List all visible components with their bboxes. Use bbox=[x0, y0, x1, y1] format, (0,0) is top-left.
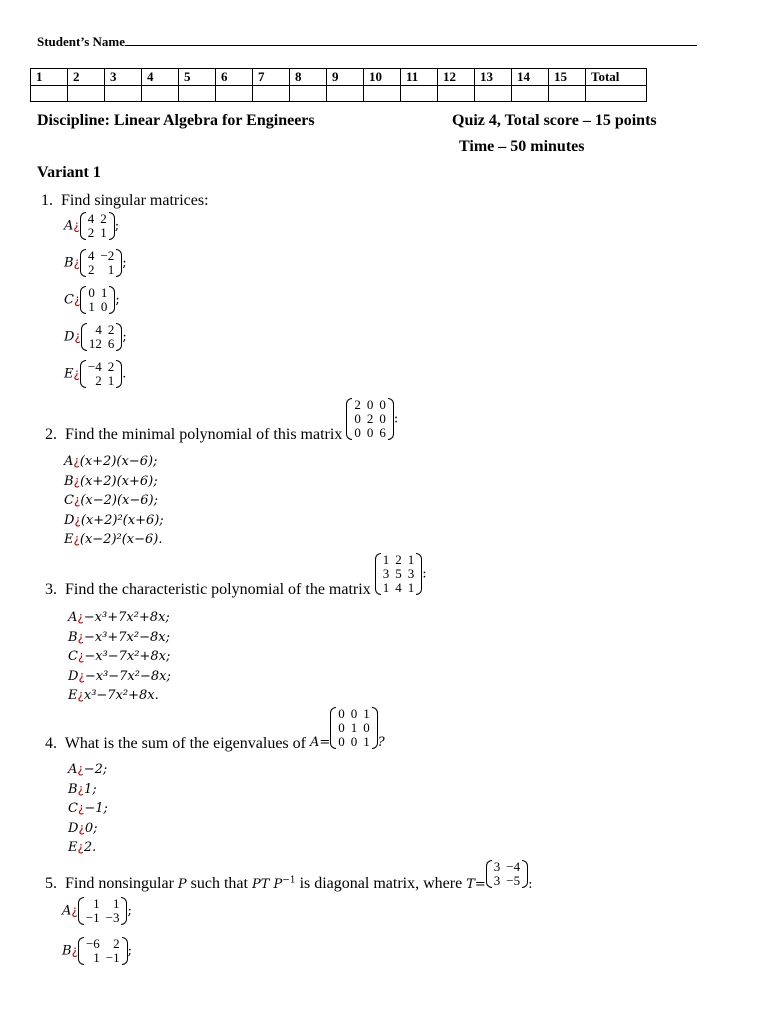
matrix-row bbox=[85, 286, 110, 300]
score-cell-8: 8 bbox=[290, 69, 327, 86]
matrix-cell: −1 bbox=[85, 910, 100, 925]
matrix-table bbox=[85, 360, 117, 388]
option-letter: D bbox=[64, 512, 75, 528]
matrix-table bbox=[351, 398, 389, 440]
q4-matrix bbox=[330, 707, 378, 749]
option-letter: A bbox=[68, 762, 78, 777]
question-5: 5. Find nonsingular $_P$ such that $_{PT P^{-1}}$ is diagonal matrix, where $_{T=}$ 3 −4 3 −5 $_:$ bbox=[45, 859, 533, 892]
invalid-char: ¿ bbox=[73, 454, 80, 468]
matrix-row bbox=[83, 937, 123, 951]
q3-matrix bbox=[375, 553, 423, 595]
option-expression: 0; bbox=[84, 820, 98, 836]
option-letter: B bbox=[68, 629, 78, 645]
matrix-cell: 0 bbox=[363, 720, 370, 735]
matrix-table bbox=[83, 937, 123, 965]
matrix-cell: 4 bbox=[87, 211, 95, 226]
option-expression: −2; bbox=[83, 762, 108, 777]
option-b bbox=[68, 628, 171, 648]
score-blank-cell bbox=[179, 86, 216, 102]
matrix-row bbox=[85, 300, 110, 314]
matrix-cell: 1 bbox=[93, 950, 100, 965]
matrix-cell: 3 bbox=[382, 566, 390, 581]
matrix-row bbox=[351, 398, 389, 412]
invalid-char: ¿ bbox=[73, 218, 80, 233]
score-blank-cell bbox=[290, 86, 327, 102]
matrix-cell: 0 bbox=[338, 706, 345, 721]
matrix-cell: 4 bbox=[95, 322, 102, 337]
q5-text-a: Find nonsingular bbox=[65, 874, 174, 892]
matrix-table bbox=[85, 212, 110, 240]
option-expression: (x+2)(x−6); bbox=[79, 454, 158, 469]
matrix-cell: 1 bbox=[100, 285, 108, 300]
matrix-cell: −2 bbox=[100, 248, 115, 263]
option-matrix bbox=[81, 323, 123, 351]
invalid-char: ¿ bbox=[77, 649, 85, 663]
matrix-row bbox=[351, 412, 389, 426]
matrix-cell: 2 bbox=[95, 373, 102, 388]
q4-qmark: ? bbox=[377, 734, 385, 750]
q5-text-c: is diagonal matrix, where bbox=[299, 874, 463, 892]
matrix-table bbox=[380, 553, 418, 595]
q2-colon: : bbox=[393, 411, 399, 427]
matrix-cell: 4 bbox=[87, 248, 95, 263]
option-letter: E bbox=[68, 688, 78, 703]
score-cell-12: 12 bbox=[438, 69, 475, 86]
matrix-cell: 6 bbox=[379, 425, 386, 440]
option-letter: D bbox=[68, 668, 79, 684]
matrix-cell: 0 bbox=[354, 425, 361, 440]
matrix-row bbox=[380, 567, 418, 581]
option-e bbox=[64, 360, 127, 397]
matrix-row bbox=[335, 735, 373, 749]
option-expression: −x³+7x²−8x; bbox=[83, 629, 170, 645]
matrix-cell: 0 bbox=[354, 411, 361, 426]
q2-options bbox=[64, 452, 164, 550]
matrix-row bbox=[335, 721, 373, 735]
matrix-cell: 1 bbox=[93, 896, 100, 911]
option-letter: B bbox=[64, 473, 74, 489]
matrix-cell: 2 bbox=[395, 552, 402, 567]
matrix-cell: 1 bbox=[107, 262, 115, 277]
matrix-cell: 0 bbox=[350, 734, 358, 749]
score-blank-cell bbox=[216, 86, 253, 102]
q5-matrix-T bbox=[486, 860, 528, 888]
score-cell-total: Total bbox=[586, 69, 647, 86]
option-expression: (x−2)(x−6); bbox=[80, 493, 158, 508]
matrix-cell: 5 bbox=[395, 566, 402, 581]
invalid-char: ¿ bbox=[77, 840, 84, 854]
option-a bbox=[68, 608, 171, 628]
option-letter: C bbox=[64, 493, 74, 508]
option-matrix bbox=[80, 360, 122, 388]
invalid-char: ¿ bbox=[73, 532, 80, 546]
matrix-row bbox=[85, 212, 110, 226]
option-matrix bbox=[80, 212, 115, 240]
score-blank-cell bbox=[364, 86, 401, 102]
option-expression: 1; bbox=[83, 781, 97, 797]
option-expression: −1; bbox=[84, 801, 108, 816]
option-c bbox=[64, 491, 164, 511]
option-matrix bbox=[78, 937, 128, 965]
score-cell-14: 14 bbox=[512, 69, 549, 86]
invalid-char: ¿ bbox=[74, 329, 81, 344]
option-d bbox=[64, 323, 127, 360]
score-blank-cell bbox=[586, 86, 647, 102]
time-limit: Time – 50 minutes bbox=[459, 138, 585, 155]
q1-number: 1. bbox=[41, 192, 53, 209]
invalid-char: ¿ bbox=[73, 292, 81, 307]
score-cell-1: 1 bbox=[31, 69, 68, 86]
matrix-cell: −1 bbox=[105, 950, 120, 965]
matrix-cell: 0 bbox=[100, 299, 108, 314]
q4-number: 4. bbox=[45, 734, 57, 752]
option-letter: A bbox=[62, 903, 72, 919]
matrix-cell: −3 bbox=[105, 910, 120, 925]
option-expression: (x−2)²(x−6). bbox=[79, 532, 163, 547]
option-end: ; bbox=[122, 329, 127, 345]
matrix-row bbox=[83, 897, 123, 911]
option-a bbox=[62, 897, 132, 937]
matrix-cell: 1 bbox=[350, 720, 358, 735]
matrix-cell: 0 bbox=[379, 397, 386, 412]
matrix-cell: 0 bbox=[366, 425, 374, 440]
matrix-cell: 0 bbox=[88, 285, 95, 300]
invalid-char: ¿ bbox=[73, 366, 80, 381]
student-name-line bbox=[125, 35, 697, 46]
option-letter: C bbox=[68, 649, 78, 664]
matrix-cell: 1 bbox=[382, 580, 390, 595]
option-c bbox=[68, 647, 171, 667]
matrix-cell: 2 bbox=[113, 936, 120, 951]
matrix-cell: 0 bbox=[366, 397, 374, 412]
score-blank-cell bbox=[68, 86, 105, 102]
option-e bbox=[68, 838, 108, 858]
matrix-cell: 1 bbox=[88, 299, 95, 314]
score-cell-9: 9 bbox=[327, 69, 364, 86]
matrix-row bbox=[86, 323, 118, 337]
invalid-char: ¿ bbox=[77, 762, 84, 776]
matrix-cell: 3 bbox=[493, 873, 501, 888]
invalid-char: ¿ bbox=[74, 512, 81, 527]
q5-colon: : bbox=[528, 876, 533, 892]
invalid-char: ¿ bbox=[78, 820, 85, 835]
invalid-char: ¿ bbox=[73, 493, 81, 507]
option-b bbox=[62, 937, 132, 977]
option-end: ; bbox=[127, 903, 132, 919]
invalid-char: ¿ bbox=[77, 629, 84, 644]
matrix-cell: 1 bbox=[363, 706, 370, 721]
option-letter: B bbox=[62, 943, 72, 959]
option-c bbox=[68, 799, 108, 819]
score-table bbox=[30, 68, 647, 102]
option-expression: 2. bbox=[83, 840, 97, 855]
score-cell-6: 6 bbox=[216, 69, 253, 86]
option-letter: B bbox=[68, 781, 78, 797]
score-cell-11: 11 bbox=[401, 69, 438, 86]
option-matrix bbox=[78, 897, 128, 925]
option-expression: x³−7x²+8x. bbox=[83, 688, 159, 703]
matrix-cell: −6 bbox=[85, 936, 100, 951]
matrix-table bbox=[86, 323, 118, 351]
option-end: ; bbox=[115, 292, 120, 308]
option-d bbox=[64, 511, 164, 531]
option-d bbox=[68, 819, 108, 839]
q5-options bbox=[62, 897, 132, 977]
matrix-cell: 2 bbox=[107, 359, 115, 374]
option-letter: C bbox=[68, 801, 78, 816]
matrix-row bbox=[335, 707, 373, 721]
option-letter: E bbox=[64, 366, 74, 382]
matrix-row bbox=[85, 226, 110, 240]
score-blank-cell bbox=[253, 86, 290, 102]
score-cell-3: 3 bbox=[105, 69, 142, 86]
option-e bbox=[68, 686, 171, 706]
option-expression: −x³+7x²+8x; bbox=[83, 610, 170, 625]
option-expression: −x³−7x²+8x; bbox=[84, 649, 171, 664]
score-cell-15: 15 bbox=[549, 69, 586, 86]
invalid-char: ¿ bbox=[73, 473, 80, 488]
option-d bbox=[68, 667, 171, 687]
option-expression: −x³−7x²−8x; bbox=[84, 668, 171, 684]
score-blank-cell bbox=[31, 86, 68, 102]
option-b bbox=[68, 780, 108, 800]
option-letter: D bbox=[64, 329, 75, 345]
option-expression: (x+2)(x+6); bbox=[79, 473, 158, 489]
option-end: . bbox=[122, 366, 127, 382]
matrix-row bbox=[491, 860, 523, 874]
matrix-row bbox=[380, 553, 418, 567]
option-matrix bbox=[80, 286, 115, 314]
option-end: ; bbox=[114, 218, 120, 234]
invalid-char: ¿ bbox=[77, 801, 85, 815]
q3-number: 3. bbox=[45, 580, 57, 598]
q4-matrix-name: A bbox=[309, 734, 320, 750]
invalid-char: ¿ bbox=[77, 781, 84, 796]
student-name-label: Student’s Name bbox=[37, 34, 125, 49]
matrix-row bbox=[83, 911, 123, 925]
score-cell-2: 2 bbox=[68, 69, 105, 86]
question-4: 4. What is the sum of the eigenvalues of $_{A=}$ 0 0 1 0 1 0 0 0 1 $_?$ bbox=[45, 706, 385, 752]
matrix-cell: −4 bbox=[87, 359, 102, 374]
score-header-row bbox=[31, 69, 647, 86]
option-e bbox=[64, 530, 164, 550]
q3-text: Find the characteristic polynomial of the matrix bbox=[65, 580, 371, 598]
q3-options bbox=[68, 608, 171, 706]
invalid-char: ¿ bbox=[77, 610, 84, 624]
student-name-field bbox=[37, 34, 697, 50]
matrix-cell: 1 bbox=[112, 896, 120, 911]
option-a bbox=[68, 760, 108, 780]
matrix-cell: −5 bbox=[506, 873, 521, 888]
matrix-cell: 1 bbox=[407, 552, 415, 567]
option-letter: B bbox=[64, 255, 74, 271]
matrix-cell: 0 bbox=[350, 706, 358, 721]
invalid-char: ¿ bbox=[71, 943, 78, 958]
invalid-char: ¿ bbox=[71, 903, 78, 918]
q2-matrix bbox=[346, 398, 394, 440]
matrix-cell: −4 bbox=[506, 859, 521, 874]
score-blank-cell bbox=[105, 86, 142, 102]
matrix-cell: 2 bbox=[87, 225, 95, 240]
option-c bbox=[64, 286, 127, 323]
score-blank-cell bbox=[549, 86, 586, 102]
matrix-table bbox=[335, 707, 373, 749]
matrix-table bbox=[83, 897, 123, 925]
question-2 bbox=[45, 397, 399, 443]
matrix-row bbox=[380, 581, 418, 595]
score-blank-row bbox=[31, 86, 647, 102]
q5-number: 5. bbox=[45, 874, 57, 892]
q5-text-b: such that bbox=[190, 874, 248, 892]
invalid-char: ¿ bbox=[73, 255, 80, 270]
option-end: ; bbox=[122, 255, 127, 271]
matrix-row bbox=[85, 374, 117, 388]
matrix-row bbox=[351, 426, 389, 440]
matrix-cell: 3 bbox=[493, 859, 501, 874]
matrix-cell: 2 bbox=[107, 322, 115, 337]
score-cell-10: 10 bbox=[364, 69, 401, 86]
matrix-row bbox=[491, 874, 523, 888]
variant-title: Variant 1 bbox=[37, 164, 101, 181]
q4-text: What is the sum of the eigenvalues of bbox=[64, 734, 306, 752]
quiz-title: Quiz 4, Total score – 15 points bbox=[452, 112, 657, 129]
option-matrix bbox=[80, 249, 122, 277]
score-blank-cell bbox=[475, 86, 512, 102]
q3-colon: : bbox=[422, 566, 427, 582]
score-blank-cell bbox=[512, 86, 549, 102]
matrix-cell: 2 bbox=[100, 211, 107, 226]
option-end: ; bbox=[127, 943, 133, 959]
q1-options bbox=[64, 212, 127, 397]
matrix-cell: 2 bbox=[366, 411, 374, 426]
score-cell-5: 5 bbox=[179, 69, 216, 86]
matrix-cell: 1 bbox=[363, 734, 370, 749]
q2-number: 2. bbox=[45, 425, 57, 443]
option-b bbox=[64, 249, 127, 286]
matrix-cell: 0 bbox=[338, 734, 345, 749]
question-1 bbox=[41, 192, 209, 210]
q4-options bbox=[68, 760, 108, 858]
score-blank-cell bbox=[327, 86, 364, 102]
matrix-cell: 2 bbox=[87, 262, 95, 277]
q1-text: Find singular matrices: bbox=[61, 192, 209, 209]
matrix-row bbox=[86, 337, 118, 351]
option-letter: E bbox=[64, 532, 74, 547]
matrix-cell: 1 bbox=[382, 552, 390, 567]
option-letter: C bbox=[64, 292, 74, 308]
matrix-cell: 12 bbox=[88, 336, 102, 351]
option-letter: A bbox=[68, 610, 78, 625]
discipline: Discipline: Linear Algebra for Engineers bbox=[37, 112, 315, 129]
option-expression: (x+2)²(x+6); bbox=[80, 512, 164, 528]
option-a bbox=[64, 212, 127, 249]
matrix-row bbox=[85, 360, 117, 374]
matrix-cell: 0 bbox=[338, 720, 345, 735]
q2-text: Find the minimal polynomial of this matrix bbox=[65, 425, 343, 443]
matrix-row bbox=[83, 951, 123, 965]
matrix-cell: 2 bbox=[354, 397, 361, 412]
score-blank-cell bbox=[438, 86, 475, 102]
option-b bbox=[64, 472, 164, 492]
score-cell-4: 4 bbox=[142, 69, 179, 86]
score-cell-13: 13 bbox=[475, 69, 512, 86]
matrix-table bbox=[491, 860, 523, 888]
matrix-cell: 1 bbox=[407, 580, 415, 595]
question-3 bbox=[45, 552, 427, 598]
option-letter: E bbox=[68, 840, 78, 855]
option-letter: D bbox=[68, 820, 79, 836]
matrix-cell: 6 bbox=[107, 336, 115, 351]
matrix-table bbox=[85, 249, 117, 277]
score-cell-7: 7 bbox=[253, 69, 290, 86]
score-blank-cell bbox=[142, 86, 179, 102]
option-a bbox=[64, 452, 164, 472]
matrix-row bbox=[85, 249, 117, 263]
option-letter: A bbox=[64, 454, 74, 469]
matrix-cell: 1 bbox=[107, 373, 115, 388]
matrix-row bbox=[85, 263, 117, 277]
invalid-char: ¿ bbox=[78, 668, 85, 683]
matrix-cell: 4 bbox=[395, 580, 402, 595]
matrix-cell: 1 bbox=[100, 225, 107, 240]
invalid-char: ¿ bbox=[77, 688, 84, 702]
matrix-table bbox=[85, 286, 110, 314]
score-blank-cell bbox=[401, 86, 438, 102]
option-letter: A bbox=[64, 218, 74, 234]
matrix-cell: 3 bbox=[407, 566, 415, 581]
matrix-cell: 0 bbox=[379, 411, 386, 426]
